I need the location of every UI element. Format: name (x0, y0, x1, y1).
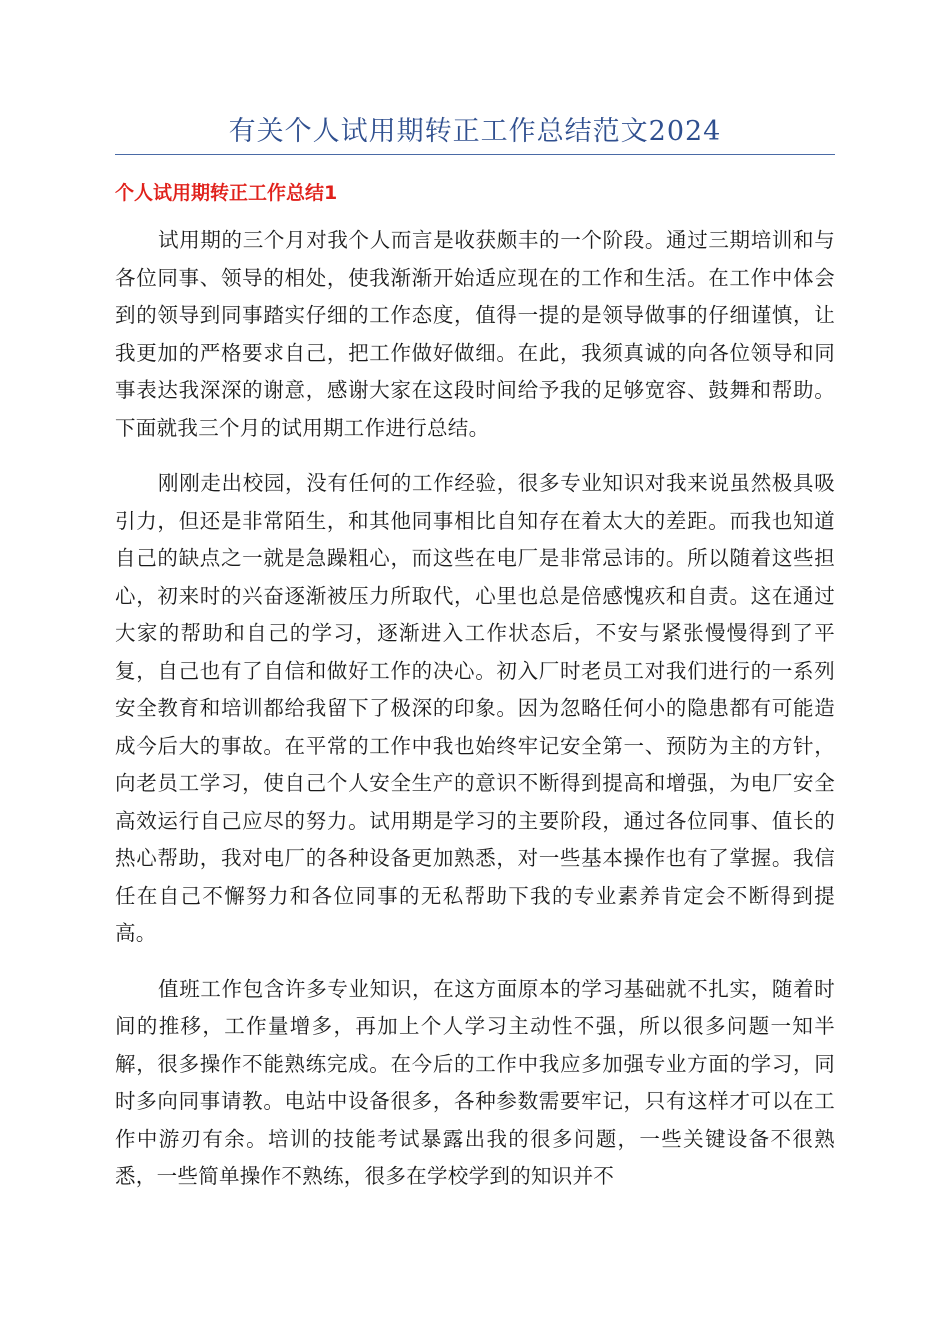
paragraph: 值班工作包含许多专业知识，在这方面原本的学习基础就不扎实，随着时间的推移，工作量增多，再加上个人学习主动性不强，所以很多问题一知半解，很多操作不能熟练完成。在今后的工作中我应多加强专业方面的学习，同时多向同事请教。电站中设备很多，各种参数需要牢记，只有这样才可以在工作中游刃有余。培训的技能考试暴露出我的很多问题，一些关键设备不很熟悉，一些简单操作不熟练，很多在学校学到的知识并不 (115, 976, 835, 1188)
paragraph: 试用期的三个月对我个人而言是收获颇丰的一个阶段。通过三期培训和与各位同事、领导的相处，使我渐渐开始适应现在的工作和生活。在工作中体会到的领导到同事踏实仔细的工作态度，值得一提的是领导做事的仔细谨慎，让我更加的严格要求自己，把工作做好做细。在此，我须真诚的向各位领导和同事表达我深深的谢意，感谢大家在这段时间给予我的足够宽容、鼓舞和帮助。下面就我三个月的试用期工作进行总结。 (115, 228, 835, 440)
document-body (115, 222, 835, 1214)
document-title: 有关个人试用期转正工作总结范文2024 (228, 116, 722, 147)
paragraph: 刚刚走出校园，没有任何的工作经验，很多专业知识对我来说虽然极具吸引力，但还是非常陌生，和其他同事相比自知存在着太大的差距。而我也知道自己的缺点之一就是急躁粗心，而这些在电厂是非常忌讳的。所以随着这些担心，初来时的兴奋逐渐被压力所取代，心里也总是倍感愧疚和自责。这在通过大家的帮助和自己的学习，逐渐进入工作状态后，不安与紧张慢慢得到了平复，自己也有了自信和做好工作的决心。初入厂时老员工对我们进行的一系列安全教育和培训都给我留下了极深的印象。因为忽略任何小的隐患都有可能造成今后大的事故。在平常的工作中我也始终牢记安全第一、预防为主的方针，向老员工学习，使自己个人安全生产的意识不断得到提高和增强，为电厂安全高效运行自己应尽的努力。试用期是学习的主要阶段，通过各位同事、值长的热心帮助，我对电厂的各种设备更加熟悉，对一些基本操作也有了掌握。我信任在自己不懈努力和各位同事的无私帮助下我的专业素养肯定会不断得到提高。 (115, 471, 835, 945)
title-underline (115, 154, 835, 155)
section-heading: 个人试用期转正工作总结1 (115, 182, 338, 204)
